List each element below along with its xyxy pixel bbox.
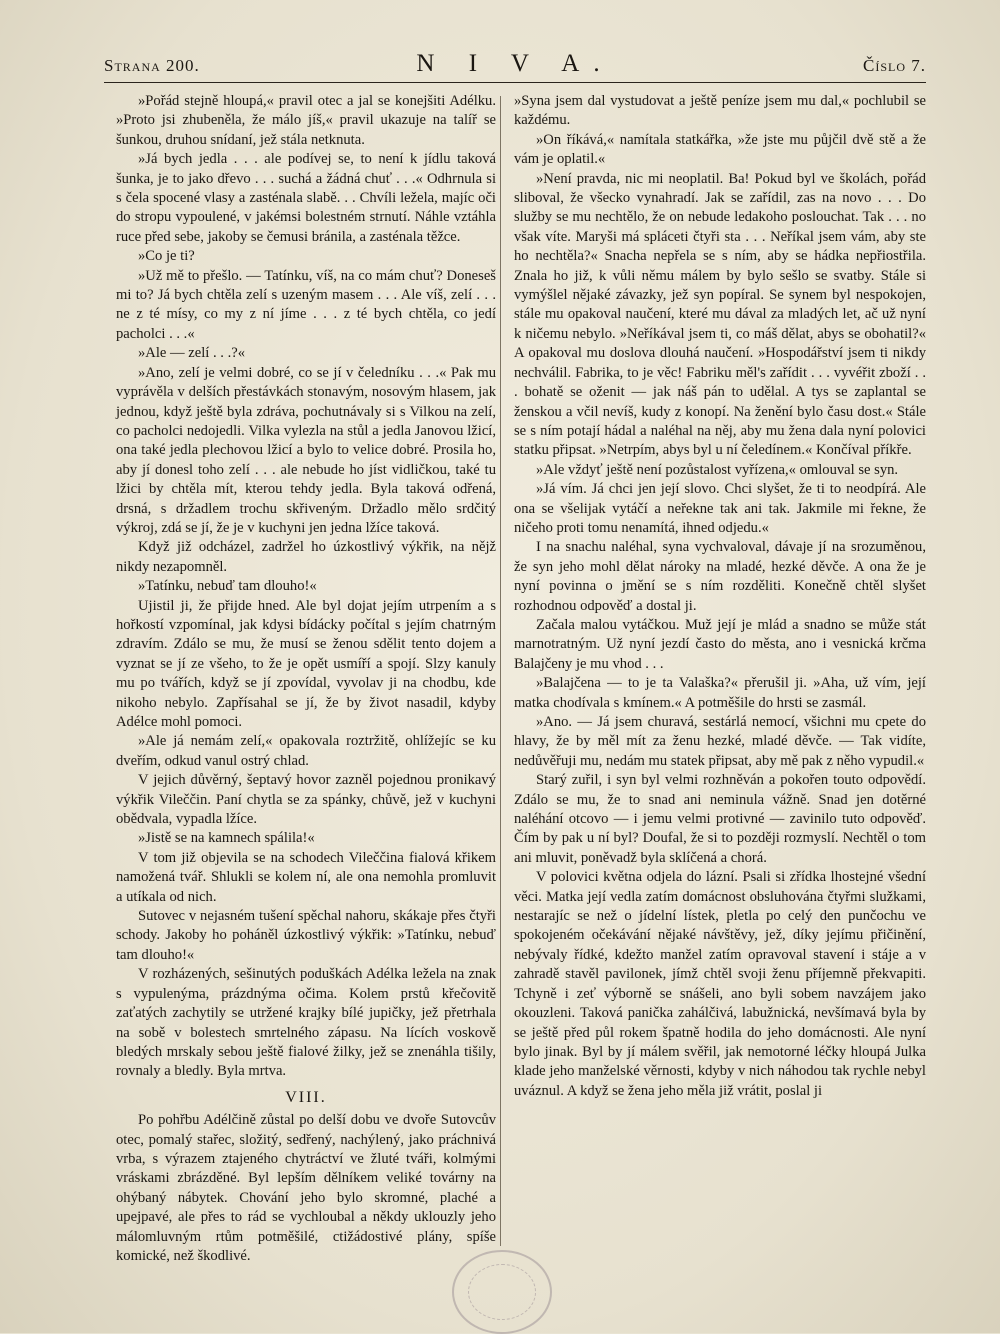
paragraph: »Není pravda, nic mi neoplatil. Ba! Pokud byl ve školách, pořád sliboval, že všecko vynahradí. Jak se zařídil, zas na novo . . . Do služby se mu nechtělo, že on nebude ledakoho poslouchat. Tak . . . no však víte. Maryši má spláceti čtyři sta . . . Neříkal jsem vám, aby ste ho nechtěla?« Snacha nepřela se s ním, aby se hádka nepřiostřila. Znala ho již, k vůli němu málem by bylo sešlo se svatby. Stále si vymýšlel nějaké závazky, jež syn popíral. Se synem byl nespokojen, stále mu opakoval naučení, které mu dával za mladých let, ač už nyní k ničemu nebylo. »Neříkával jsem ti, co máš dělat, abys se obohatil?« A opakoval mu doslova dlouhá naučení. »Hospodářství jsem ti nikdy nechválil. Fabrika, to je věc! Fabriku měl's zařídit . . . vyvéřit zboží . . . bohatě se oženit — jak náš pán to udělal. A tys se zaplantal se ženskou a včil nevíš, kudy z konopí. Na ženění bylo času dost.« Stále se s ním potají hádal a naléhal na něj, aby mu žena dala nyní polovici statku připsat. »Netrpím, abys byl u ní čeledínem.« Končíval příkře. (514, 170, 926, 459)
paragraph: V polovici května odjela do lázní. Psali si zřídka lhostejné všední věci. Matka její vedla zatím domácnost obsluhována čtyřmi služkami, nestarajíc se než o jídelní lístek, pletla po celý den punčochu ve spokojeném očekávání nějaké návštěvy, jež, díky jejímu přičinění, nebývaly řídké, kdežto manžel zatím opravoval stavení i stáje a v zahradě stavěl pavilonek, jímž chtěl svoji ženu příjemně překvapiti. Tchyně i zeť výborně se snášeli, ano byli sobem navzájem jako okouzleni. Taková panička zahálčivá, labužnická, nevšímavá byla by se ještě před půl rokem špatně hodila do jeho domácnosti. Ale nyní bylo jinak. Byl by jí málem svěřil, jak nemotorné léčky hloupá Julka klade jeho manželské věrnosti, kdyby v nich náhodou tak rychle nebyl uváznul. A když se žena jeho měla již vrátit, poslal ji (514, 869, 926, 1099)
paragraph: Ujistil ji, že přijde hned. Ale byl dojat jejím utrpením a s hořkostí vzpomínal, jak kdysi bídácky počítal s jejím chatrným zdravím. Zdálo se mu, že musí se ženou sdělit tento dojem a vyznat se jí ze všeho, to že je opět usmíří a spojí. Slzy kanuly mu po tvářích, když se jí zpovídal, vyvolav ji na chodbu, kde nikoho nebylo. Zapřísahal se jí, že by život nasadil, kdyby Adélce mohl pomoci. (116, 597, 496, 730)
paragraph: »Jistě se na kamnech spálila!« (138, 830, 315, 847)
paragraph: Když již odcházel, zadržel ho úzkostlivý výkřik, na nějž nikdy nezapomněl. (116, 539, 496, 575)
page-number: Strana 200. (104, 56, 200, 75)
paragraph: I na snachu naléhal, syna vychvaloval, dávaje jí na srozuměnou, že syn jeho mohl dělat nároky na mladé, hezké děvče. A ona že je nyní povinna o jmění se s ním rozděliti. Konečně chtěl slyšet rozhodnou odpověď a dostal ji. (514, 539, 926, 614)
paragraph: »Syna jsem dal vystudovat a ještě peníze jsem mu dal,« pochlubil se každému. (514, 93, 926, 129)
paragraph: Začala malou vytáčkou. Muž její je mlád a snadno se může stát marnotratným. Už nyní jezdí často do města, ano i vesnická krčma Balajčeny je mu vhod . . . (514, 616, 926, 672)
column-divider (500, 96, 501, 1246)
paragraph: »Ale vždyť ještě není pozůstalost vyřízena,« omlouval se syn. (536, 461, 899, 478)
paragraph: Sutovec v nejasném tušení spěchal nahoru, skákaje přes čtyři schody. Jakoby ho poháněl úzkostlivý výkřik: »Tatínku, nebuď tam dlouho!« (116, 908, 496, 963)
paragraph: »Ano. — Já jsem churavá, sestárlá nemocí, všichni mu cpete do hlavy, že by měl mít za ženu hezké, mladé děvče. — Tak vidíte, nedůvěřuji mu, nedám mu statek připsat, aby mě pak z něho vypudil.« (514, 714, 926, 769)
paragraph: »Ano, zelí je velmi dobré, co se jí v čeledníku . . .« Pak mu vyprávěla v delších přestávkách stonavým, nosovým hlasem, jak jednou, když ještě byla zdráva, pochutnávaly si s Vilkou na zelí, co pacholci nedojedli. Vilka vylezla na stůl a jedla Janovou lžicí, ona také jedla plechovou lžicí a bylo to velice dobré. Prosila ho, aby jí donesl toho zelí . . . ale nebude ho jíst vidličkou, také tu lžici by chtěla mít, kterou tehdy jedla. Byla taková odřená, drsná, s držadlem trochu skřiveným. Držadlo mělo srdčitý výkroj, zdá se jí, že je v kuchyni jen jedna lžíce taková. (116, 364, 496, 536)
section-heading: VIII. (285, 1088, 327, 1106)
paragraph: »On říkává,« namítala statkářka, »že jste mu půjčil dvě stě a že vám je oplatil.« (514, 131, 926, 168)
paragraph: »Pořád stejně hloupá,« pravil otec a jal se konejšiti Adélku. »Proto jsi zhubeněla, že málo jíš,« pravil ukazuje na talíř se šunkou, druhou snídaní, jež stála netknuta. (116, 93, 496, 148)
header-rule (104, 82, 926, 83)
paragraph: »Balajčena — to je ta Valaška?« přerušil ji. »Aha, už vím, její matka chodívala s kmínem.« A potměšile do hrsti se zasmál. (514, 675, 926, 711)
paragraph: Starý zuřil, i syn byl velmi rozhněván a pokořen touto odpovědí. Zdálo se mu, že to snad ani neminula vážně. Snad jen dotěrné naléhání otcovo — i jemu velmi protivné — zavinilo tuto odpověď. Čím by pak u ní byl? Doufal, že si to později rozmyslí. Nechtěl o tom ani mluvit, poněvadž byla sklíčená a chorá. (514, 772, 926, 866)
paragraph: V tom již objevila se na schodech Vileččina fialová křikem namožená tvář. Shlukli se kolem ní, ale ona nemohla promluvit a utíkala od nich. (116, 849, 496, 905)
left-column (116, 92, 496, 1266)
paragraph: »Tatínku, nebuď tam dlouho!« (138, 578, 317, 595)
left-paragraphs (116, 92, 496, 1082)
paragraph: »Já bych jedla . . . ale podívej se, to není k jídlu taková šunka, je to jako dřevo . . . suchá a žádná chuť . . .« Odhrnula si s čela spocené vlasy a zasténala slabě. . . Chvíli ležela, majíc oči do stropu vypoulené, v jakémsi bolestném strnutí. Náhle vztáhla ruce před sebe, jakoby se čemusi bránila, a zasténala těžce. (116, 151, 496, 245)
magazine-title: N I V A. (416, 50, 614, 77)
paragraph: »Už mě to přešlo. — Tatínku, víš, na co mám chuť? Doneseš mi to? Já bych chtěla zelí s uzeným masem . . . Ale víš, zelí . . . ne z té mísy, co my z ní jíme . . . z té bych chtěla, co jedí pacholci . . .« (116, 267, 496, 342)
paragraph: »Ale já nemám zelí,« opakovala roztržitě, ohlížejíc se ku dveřím, odkud vanul ostrý chlad. (116, 733, 496, 769)
left-paragraphs-after-heading (116, 1111, 496, 1266)
paragraph: V rozházených, sešinutých poduškách Adélka ležela na znak s vypulenýma, prázdnýma očima. Kolem prstů křečovitě zaťatých zachytily se utržené krajky bílé jupičky, jež přetrhala na sobě v bolestech smrtelného zápasu. Na lících voskově bledých mrskaly sebou ještě fialové žilky, jež se znenáhla tišily, rovnaly a bledly. Byla mrtva. (116, 966, 496, 1080)
paragraph: Po pohřbu Adélčině zůstal po delší dobu ve dvoře Sutovcův otec, pomalý stařec, složitý, sedřený, nachýlený, jako práchnivá vrba, s výrazem ztajeného chytráctví ve žluté tváři, kolmými vráskami zbrázděné. Byl lepším dělníkem veliké továrny na ohýbaný nábytek. Chování jeho bylo skromné, plaché a upejpavé, ale přes to rád se vychloubal a někdy uklouzly jeho málomluvným rtům potměšilé, ctižádostivé plány, spíše komické, než škodlivé. (116, 1112, 496, 1264)
paragraph: »Ale — zelí . . .?« (138, 345, 245, 362)
paragraph: »Já vím. Já chci jen její slovo. Chci slyšet, že ti to neodpírá. Ale ona se všelijak vytáčí a neřekne tak ani tak. Jakmile mi řekne, že ničeho proti tomu nenamítá, ihned odjedu.« (514, 481, 926, 536)
paragraph: »Co je ti? (138, 248, 195, 265)
right-column (514, 92, 926, 1101)
library-stamp (452, 1250, 552, 1334)
page-header (104, 50, 926, 80)
issue-number: Číslo 7. (862, 56, 926, 75)
paragraph: V jejich důvěrný, šeptavý hovor zazněl pojednou pronikavý výkřik Vileččin. Paní chytla se za spánky, chůvě, jež v kuchyni obědvala, vypadla lžíce. (116, 772, 496, 828)
right-paragraphs (514, 92, 926, 1101)
